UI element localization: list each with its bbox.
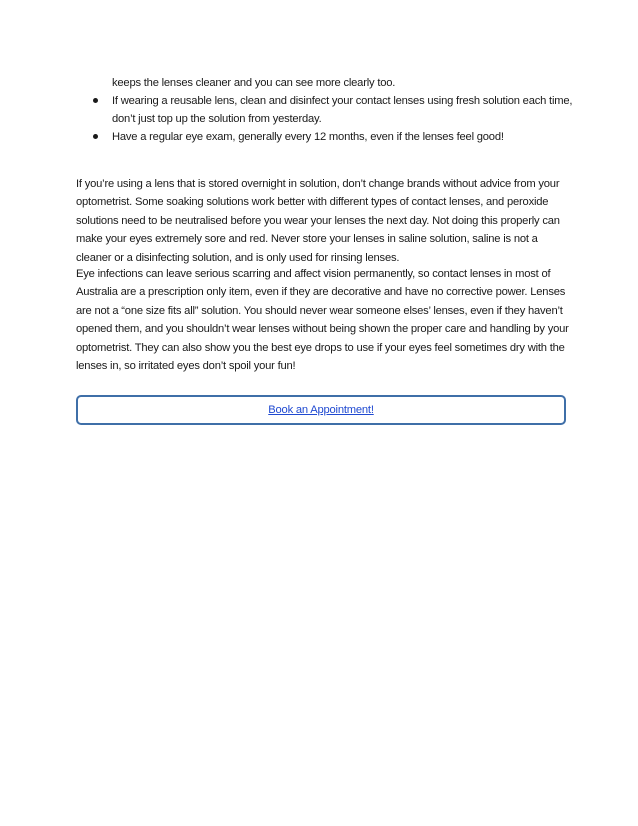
- bullet-icon: [93, 134, 98, 139]
- list-item: [88, 128, 578, 146]
- paragraph-lens-storage: If you’re using a lens that is stored overnight in solution, don’t change brands without advice from your optometrist. Some soaking solutions work better with different types of contact lenses, and peroxide solutions need to be neutralised before you wear your lenses the next day. Not doing this properly can make your eyes extremely sore and red. Never store your lenses in saline solution, saline is not a cleaner or a disinfecting solution, and is only used for rinsing lenses.: [76, 178, 560, 264]
- appointment-callout-box: [76, 395, 566, 425]
- paragraph-eye-infections: Eye infections can leave serious scarring and affect vision permanently, so contact lenses in most of Australia are a prescription only item, even if they are decorative and have no corrective power. Lenses are not a “one size fits all” solution. You should never wear someone elses’ lenses, even if they haven’t opened them, and you shouldn’t wear lenses without being shown the proper care and handling by your optometrist. They can also show you the best eye drops to use if your eyes feel sometimes dry with the lenses in, so irritated eyes don’t spoil your fun!: [76, 268, 569, 373]
- bullet-icon: [93, 98, 98, 103]
- list-item-text: Have a regular eye exam, generally every 12 months, even if the lenses feel good!: [112, 131, 504, 143]
- list-item-text: If wearing a reusable lens, clean and disinfect your contact lenses using fresh solution each time, don’t just top up the solution from yesterday.: [112, 95, 573, 125]
- list-item: [88, 92, 578, 128]
- bullet-list: [88, 92, 578, 146]
- book-appointment-link[interactable]: Book an Appointment!: [268, 404, 374, 416]
- list-continuation-text: keeps the lenses cleaner and you can see more clearly too.: [112, 77, 396, 89]
